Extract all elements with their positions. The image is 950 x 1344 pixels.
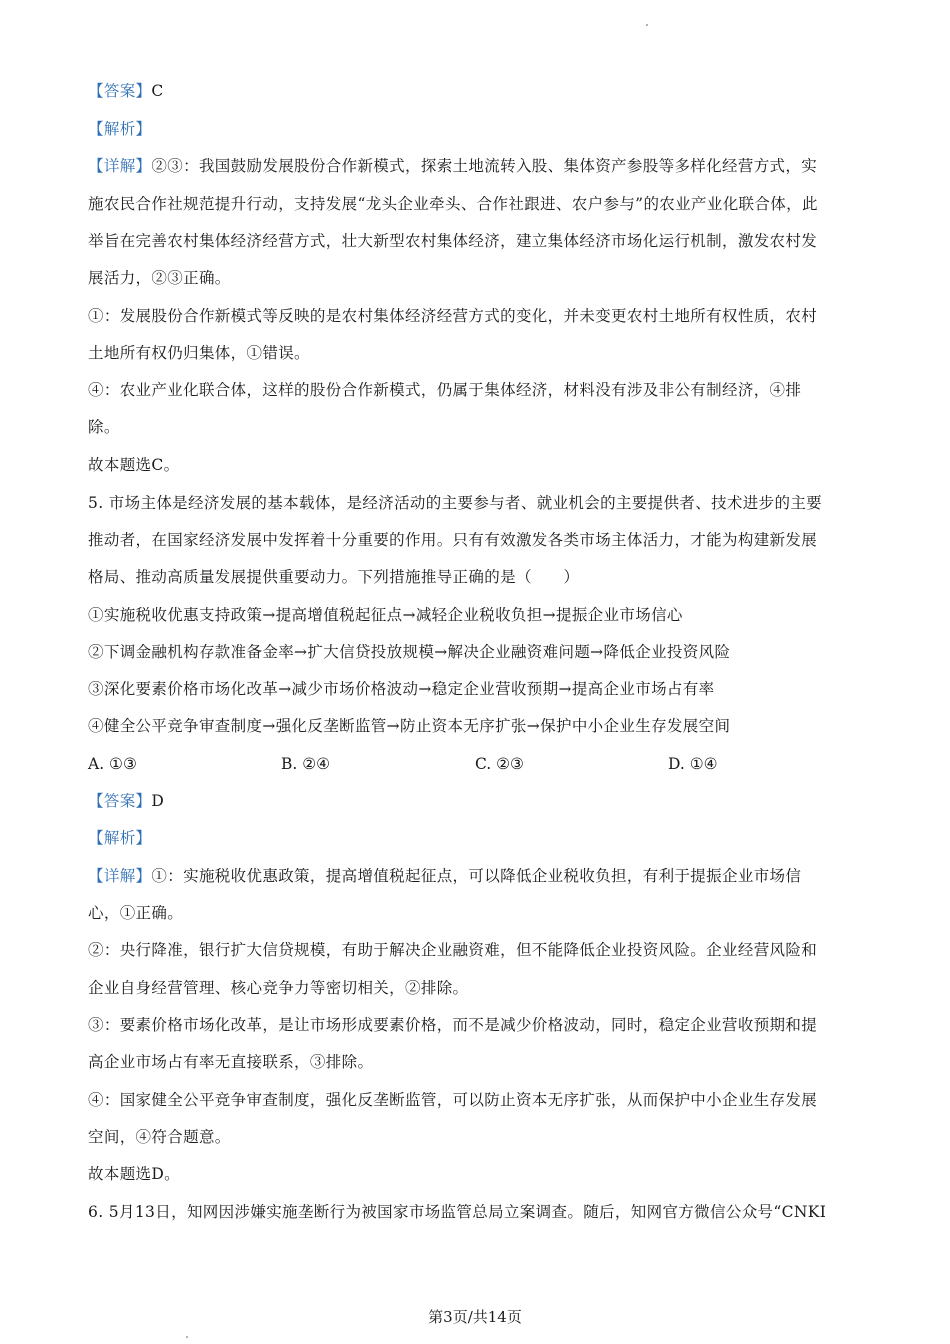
scan-mark xyxy=(646,24,648,26)
page-footer: 第3页/共14页 xyxy=(428,1308,522,1326)
scan-mark xyxy=(186,1336,188,1338)
option-a: A. ①③ xyxy=(88,755,137,773)
analysis-tag: 【解析】 xyxy=(88,120,152,138)
answer-tag: 【答案】 xyxy=(88,792,152,810)
explanation-line: 除。 xyxy=(88,418,120,436)
question-stem-line: 格局、推动高质量发展提供重要动力。下列措施推导正确的是（ ） xyxy=(88,568,580,586)
detail-tag: 【详解】 xyxy=(88,157,152,175)
detail-line: 施农民合作社规范提升行动，支持发展“龙头企业牵头、合作社跟进、农户参与”的农业产业化联合体，此 xyxy=(88,195,818,213)
explanation-line: ④：农业产业化联合体，这样的股份合作新模式，仍属于集体经济，材料没有涉及非公有制经济，④排 xyxy=(88,381,802,399)
detail-line: 举旨在完善农村集体经济经营方式，壮大新型农村集体经济，建立集体经济市场化运行机制，激发农村发 xyxy=(88,232,818,250)
statement-item: ②下调金融机构存款准备金率→扩大信贷投放规模→解决企业融资难问题→降低企业投资风险 xyxy=(88,643,731,661)
detail-line: 心，①正确。 xyxy=(88,904,184,922)
detail-line xyxy=(88,866,868,886)
answer-value: C xyxy=(151,82,164,100)
question-stem-line: 5. 市场主体是经济发展的基本载体，是经济活动的主要参与者、就业机会的主要提供者、技术进步的主要 xyxy=(88,494,823,512)
explanation-line: ①：发展股份合作新模式等反映的是农村集体经济经营方式的变化，并未变更农村土地所有权性质，农村 xyxy=(88,307,818,325)
answer-value: D xyxy=(151,792,165,810)
detail-line xyxy=(88,156,868,176)
statement-item: ④健全公平竞争审查制度→强化反垄断监管→防止资本无序扩张→保护中小企业生存发展空间 xyxy=(88,717,731,735)
explanation-line: ③：要素价格市场化改革，是让市场形成要素价格，而不是减少价格波动，同时，稳定企业营收预期和提 xyxy=(88,1016,818,1034)
explanation-line: 企业自身经营管理、核心竞争力等密切相关，②排除。 xyxy=(88,979,469,997)
conclusion-line: 故本题选C。 xyxy=(88,456,180,474)
answer-line xyxy=(88,81,868,101)
detail-line: 展活力，②③正确。 xyxy=(88,269,231,287)
explanation-line: 土地所有权仍归集体，①错误。 xyxy=(88,344,310,362)
explanation-line: 高企业市场占有率无直接联系，③排除。 xyxy=(88,1053,374,1071)
statement-item: ①实施税收优惠支持政策→提高增值税起征点→减轻企业税收负担→提振企业市场信心 xyxy=(88,606,683,624)
explanation-line: 空间，④符合题意。 xyxy=(88,1128,231,1146)
question-stem-line: 6. 5月13日，知网因涉嫌实施垄断行为被国家市场监管总局立案调查。随后，知网官方微信公众号“CNKI xyxy=(88,1203,827,1221)
answer-tag: 【答案】 xyxy=(88,82,152,100)
option-c: C. ②③ xyxy=(475,755,524,773)
detail-tag: 【详解】 xyxy=(88,867,152,885)
conclusion-line: 故本题选D。 xyxy=(88,1165,181,1183)
detail-text: ②③：我国鼓励发展股份合作新模式，探索土地流转入股、集体资产参股等多样化经营方式，实 xyxy=(151,157,818,175)
option-b: B. ②④ xyxy=(281,755,331,773)
statement-item: ③深化要素价格市场化改革→减少市场价格波动→稳定企业营收预期→提高企业市场占有率 xyxy=(88,680,715,698)
explanation-line: ④：国家健全公平竞争审查制度，强化反垄断监管，可以防止资本无序扩张，从而保护中小企业生存发展 xyxy=(88,1091,818,1109)
analysis-tag: 【解析】 xyxy=(88,829,152,847)
answer-line xyxy=(88,791,868,811)
question-stem-line: 推动者，在国家经济发展中发挥着十分重要的作用。只有有效激发各类市场主体活力，才能为构建新发展 xyxy=(88,531,818,549)
detail-text: ①：实施税收优惠政策，提高增值税起征点，可以降低企业税收负担，有利于提振企业市场信 xyxy=(151,867,802,885)
option-d: D. ①④ xyxy=(668,755,718,773)
explanation-line: ②：央行降准，银行扩大信贷规模，有助于解决企业融资难，但不能降低企业投资风险。企业经营风险和 xyxy=(88,941,818,959)
